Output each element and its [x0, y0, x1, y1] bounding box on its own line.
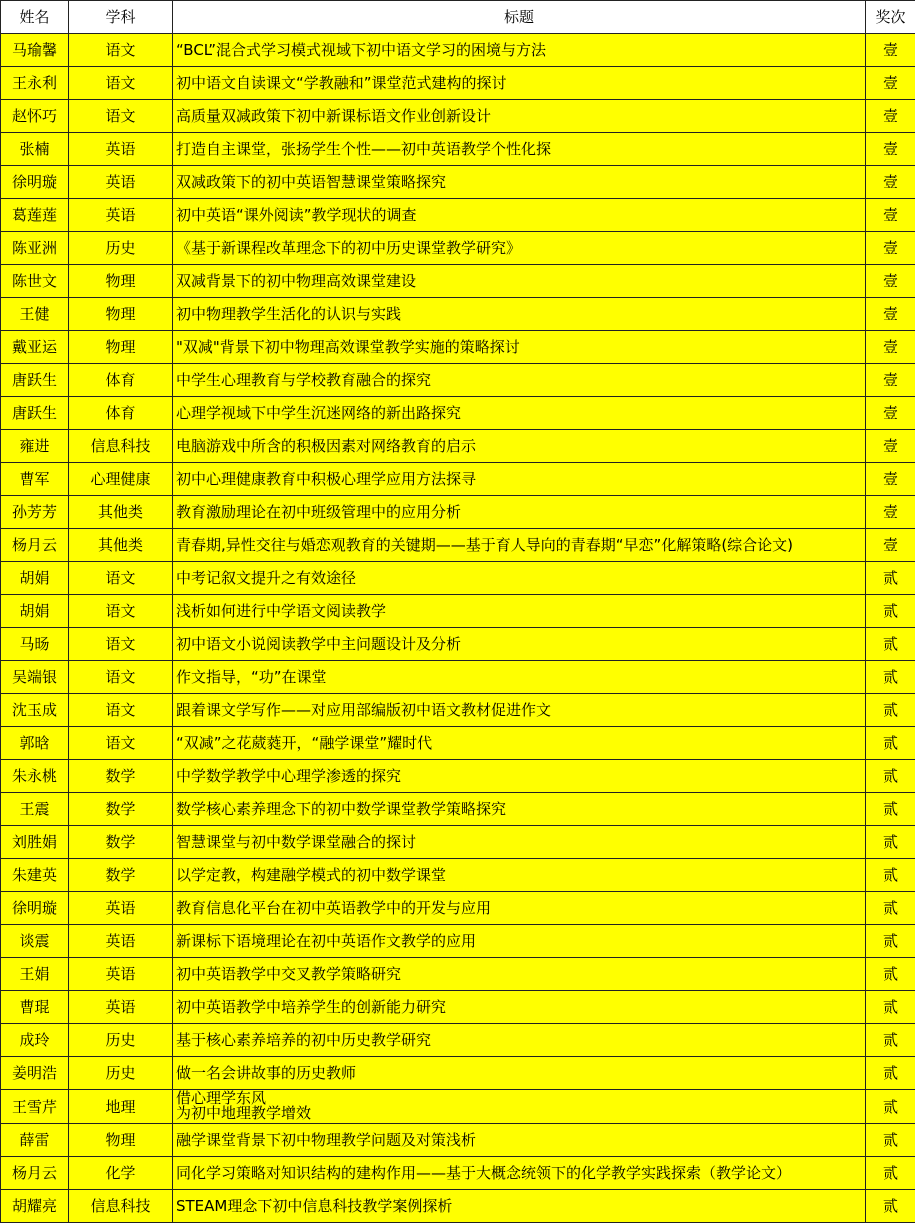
table-row	[1, 760, 915, 793]
cell-name: 王永利	[1, 67, 69, 100]
cell-name: 王健	[1, 298, 69, 331]
cell-title: 初中心理健康教育中积极心理学应用方法探寻	[173, 463, 866, 496]
cell-subject: 英语	[69, 133, 173, 166]
cell-title: 高质量双减政策下初中新课标语文作业创新设计	[173, 100, 866, 133]
cell-name: 沈玉成	[1, 694, 69, 727]
cell-award: 壹	[866, 529, 915, 562]
cell-award: 壹	[866, 463, 915, 496]
table-row	[1, 133, 915, 166]
table-row	[1, 364, 915, 397]
table-row	[1, 1090, 915, 1124]
cell-subject: 物理	[69, 265, 173, 298]
cell-title: 融学课堂背景下初中物理教学问题及对策浅析	[173, 1124, 866, 1157]
cell-award: 壹	[866, 496, 915, 529]
cell-name: 王震	[1, 793, 69, 826]
cell-name: 杨月云	[1, 529, 69, 562]
cell-title: 基于核心素养培养的初中历史教学研究	[173, 1024, 866, 1057]
cell-award: 贰	[866, 1190, 915, 1223]
cell-title: STEAM理念下初中信息科技教学案例探析	[173, 1190, 866, 1223]
cell-name: 唐跃生	[1, 364, 69, 397]
cell-title: 《基于新课程改革理念下的初中历史课堂教学研究》	[173, 232, 866, 265]
cell-title: 智慧课堂与初中数学课堂融合的探讨	[173, 826, 866, 859]
cell-award: 壹	[866, 133, 915, 166]
cell-subject: 语文	[69, 34, 173, 67]
cell-title: 电脑游戏中所含的积极因素对网络教育的启示	[173, 430, 866, 463]
cell-title: 浅析如何进行中学语文阅读教学	[173, 595, 866, 628]
cell-subject: 英语	[69, 199, 173, 232]
table-row	[1, 463, 915, 496]
cell-award: 贰	[866, 1024, 915, 1057]
cell-title: 中考记叙文提升之有效途径	[173, 562, 866, 595]
table-row	[1, 166, 915, 199]
cell-title: 跟着课文学写作——对应用部编版初中语文教材促进作文	[173, 694, 866, 727]
header-name: 姓名	[1, 1, 69, 34]
cell-subject: 历史	[69, 232, 173, 265]
table-row	[1, 1024, 915, 1057]
cell-title: 教育信息化平台在初中英语教学中的开发与应用	[173, 892, 866, 925]
cell-name: 胡娟	[1, 562, 69, 595]
cell-award: 壹	[866, 100, 915, 133]
cell-subject: 语文	[69, 694, 173, 727]
cell-title: 初中英语教学中交叉教学策略研究	[173, 958, 866, 991]
cell-title: 作文指导，“功”在课堂	[173, 661, 866, 694]
cell-title: 初中语文自读课文“学教融和”课堂范式建构的探讨	[173, 67, 866, 100]
table-row	[1, 34, 915, 67]
table-row	[1, 826, 915, 859]
cell-title: 中学生心理教育与学校教育融合的探究	[173, 364, 866, 397]
cell-award: 壹	[866, 331, 915, 364]
cell-name: 陈亚洲	[1, 232, 69, 265]
cell-name: 陈世文	[1, 265, 69, 298]
cell-title: 同化学习策略对知识结构的建构作用——基于大概念统领下的化学教学实践探索（教学论文）	[173, 1157, 866, 1190]
table-row	[1, 100, 915, 133]
cell-name: 赵怀巧	[1, 100, 69, 133]
cell-award: 壹	[866, 397, 915, 430]
cell-subject: 英语	[69, 958, 173, 991]
cell-subject: 语文	[69, 661, 173, 694]
cell-award: 贰	[866, 595, 915, 628]
cell-title: 初中物理教学生活化的认识与实践	[173, 298, 866, 331]
cell-subject: 英语	[69, 166, 173, 199]
cell-award: 贰	[866, 925, 915, 958]
cell-subject: 其他类	[69, 496, 173, 529]
cell-award: 贰	[866, 727, 915, 760]
cell-award: 壹	[866, 34, 915, 67]
table-row	[1, 628, 915, 661]
cell-award: 贰	[866, 1124, 915, 1157]
cell-title: 心理学视域下中学生沉迷网络的新出路探究	[173, 397, 866, 430]
cell-name: 薛雷	[1, 1124, 69, 1157]
cell-title: 以学定教，构建融学模式的初中数学课堂	[173, 859, 866, 892]
cell-title: 中学数学教学中心理学渗透的探究	[173, 760, 866, 793]
table-row	[1, 430, 915, 463]
cell-award: 壹	[866, 364, 915, 397]
table-row	[1, 67, 915, 100]
cell-name: 曹军	[1, 463, 69, 496]
cell-subject: 英语	[69, 892, 173, 925]
cell-name: 胡娟	[1, 595, 69, 628]
cell-name: 吴端银	[1, 661, 69, 694]
cell-title: “BCL”混合式学习模式视域下初中语文学习的困境与方法	[173, 34, 866, 67]
cell-award: 壹	[866, 430, 915, 463]
table-row	[1, 1190, 915, 1223]
table-row	[1, 727, 915, 760]
cell-subject: 其他类	[69, 529, 173, 562]
header-subject: 学科	[69, 1, 173, 34]
cell-subject: 语文	[69, 628, 173, 661]
cell-name: 王雪芹	[1, 1090, 69, 1124]
table-row	[1, 496, 915, 529]
cell-award: 贰	[866, 1057, 915, 1090]
cell-subject: 语文	[69, 100, 173, 133]
cell-title: 打造自主课堂，张扬学生个性——初中英语教学个性化探	[173, 133, 866, 166]
cell-subject: 语文	[69, 562, 173, 595]
cell-title: 借心理学东风 为初中地理教学增效	[173, 1090, 866, 1124]
cell-name: 曹琨	[1, 991, 69, 1024]
cell-name: 成玲	[1, 1024, 69, 1057]
cell-award: 壹	[866, 67, 915, 100]
cell-title: 青春期,异性交往与婚恋观教育的关键期——基于育人导向的青春期“早恋”化解策略(综合论文)	[173, 529, 866, 562]
table-row	[1, 265, 915, 298]
table-row	[1, 529, 915, 562]
cell-award: 壹	[866, 199, 915, 232]
cell-title: 教育激励理论在初中班级管理中的应用分析	[173, 496, 866, 529]
cell-title: 双减背景下的初中物理高效课堂建设	[173, 265, 866, 298]
cell-name: 孙芳芳	[1, 496, 69, 529]
cell-award: 贰	[866, 562, 915, 595]
cell-title: “双减”之花葳蕤开，“融学课堂”耀时代	[173, 727, 866, 760]
cell-award: 贰	[866, 826, 915, 859]
cell-award: 壹	[866, 166, 915, 199]
cell-name: 戴亚运	[1, 331, 69, 364]
cell-subject: 英语	[69, 925, 173, 958]
table-row	[1, 694, 915, 727]
cell-award: 贰	[866, 760, 915, 793]
table-row	[1, 1157, 915, 1190]
table-row	[1, 1057, 915, 1090]
cell-subject: 数学	[69, 826, 173, 859]
cell-subject: 数学	[69, 760, 173, 793]
cell-award: 贰	[866, 694, 915, 727]
cell-award: 贰	[866, 628, 915, 661]
cell-award: 贰	[866, 892, 915, 925]
table-row	[1, 397, 915, 430]
table-row	[1, 661, 915, 694]
cell-subject: 物理	[69, 331, 173, 364]
table-row	[1, 199, 915, 232]
cell-name: 马旸	[1, 628, 69, 661]
table-row	[1, 859, 915, 892]
cell-subject: 物理	[69, 1124, 173, 1157]
cell-subject: 心理健康	[69, 463, 173, 496]
cell-subject: 体育	[69, 364, 173, 397]
cell-award: 贰	[866, 661, 915, 694]
cell-subject: 历史	[69, 1024, 173, 1057]
table-row	[1, 1124, 915, 1157]
cell-name: 杨月云	[1, 1157, 69, 1190]
cell-title: 双减政策下的初中英语智慧课堂策略探究	[173, 166, 866, 199]
table-row	[1, 892, 915, 925]
table-row	[1, 331, 915, 364]
table-row	[1, 562, 915, 595]
table-row	[1, 991, 915, 1024]
cell-subject: 信息科技	[69, 1190, 173, 1223]
table-row	[1, 232, 915, 265]
cell-name: 雍进	[1, 430, 69, 463]
cell-award: 贰	[866, 1157, 915, 1190]
cell-award: 壹	[866, 265, 915, 298]
cell-name: 姜明浩	[1, 1057, 69, 1090]
cell-title: 初中英语“课外阅读”教学现状的调查	[173, 199, 866, 232]
cell-subject: 地理	[69, 1090, 173, 1124]
cell-award: 壹	[866, 298, 915, 331]
cell-name: 朱永桃	[1, 760, 69, 793]
cell-subject: 化学	[69, 1157, 173, 1190]
cell-name: 张楠	[1, 133, 69, 166]
cell-subject: 英语	[69, 991, 173, 1024]
cell-name: 马瑜馨	[1, 34, 69, 67]
cell-name: 刘胜娟	[1, 826, 69, 859]
cell-name: 胡耀亮	[1, 1190, 69, 1223]
cell-name: 郭晗	[1, 727, 69, 760]
header-title: 标题	[173, 1, 866, 34]
cell-award: 贰	[866, 991, 915, 1024]
cell-name: 谈震	[1, 925, 69, 958]
cell-subject: 语文	[69, 595, 173, 628]
table-row	[1, 298, 915, 331]
cell-subject: 历史	[69, 1057, 173, 1090]
cell-subject: 语文	[69, 67, 173, 100]
cell-name: 朱建英	[1, 859, 69, 892]
cell-award: 贰	[866, 1090, 915, 1124]
cell-subject: 数学	[69, 859, 173, 892]
cell-name: 王娟	[1, 958, 69, 991]
cell-subject: 体育	[69, 397, 173, 430]
table-row	[1, 925, 915, 958]
cell-title: "双减"背景下初中物理高效课堂教学实施的策略探讨	[173, 331, 866, 364]
header-row	[1, 1, 915, 34]
cell-subject: 信息科技	[69, 430, 173, 463]
cell-title: 数学核心素养理念下的初中数学课堂教学策略探究	[173, 793, 866, 826]
cell-award: 壹	[866, 232, 915, 265]
cell-name: 葛莲莲	[1, 199, 69, 232]
cell-name: 徐明璇	[1, 892, 69, 925]
cell-award: 贰	[866, 859, 915, 892]
cell-name: 徐明璇	[1, 166, 69, 199]
cell-title: 做一名会讲故事的历史教师	[173, 1057, 866, 1090]
cell-title: 初中英语教学中培养学生的创新能力研究	[173, 991, 866, 1024]
cell-award: 贰	[866, 958, 915, 991]
table-row	[1, 595, 915, 628]
table-row	[1, 793, 915, 826]
cell-name: 唐跃生	[1, 397, 69, 430]
cell-subject: 物理	[69, 298, 173, 331]
cell-subject: 语文	[69, 727, 173, 760]
cell-award: 贰	[866, 793, 915, 826]
cell-title: 新课标下语境理论在初中英语作文教学的应用	[173, 925, 866, 958]
cell-title: 初中语文小说阅读教学中主问题设计及分析	[173, 628, 866, 661]
header-award: 奖次	[866, 1, 915, 34]
table-row	[1, 958, 915, 991]
cell-subject: 数学	[69, 793, 173, 826]
